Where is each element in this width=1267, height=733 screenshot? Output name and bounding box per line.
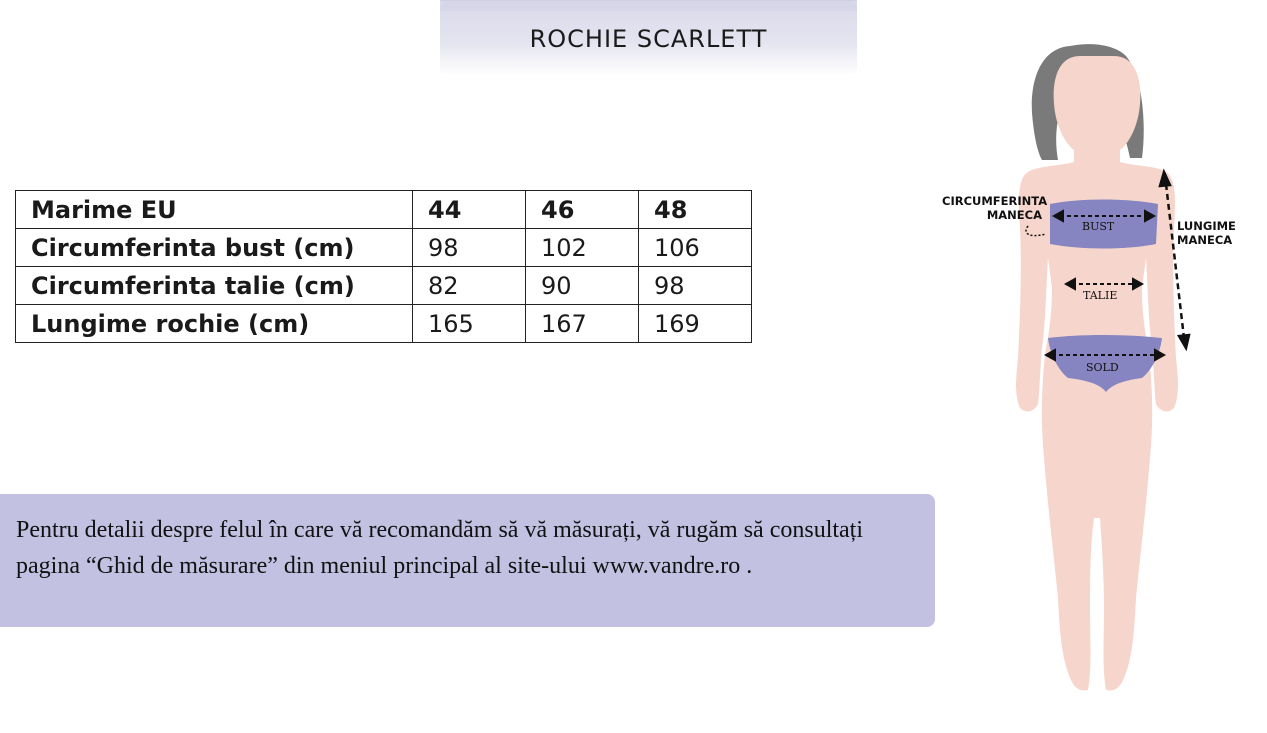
table-cell: 165 <box>413 305 526 343</box>
table-header-cell: 46 <box>526 191 639 229</box>
page-title: ROCHIE SCARLETT <box>529 25 768 53</box>
info-note-text: Pentru detalii despre felul în care vă recomandăm să vă măsurați, vă rugăm să consultați pagina “Ghid de măsurare” din meniul principal al site-ului www.vandre.ro . <box>16 517 864 579</box>
table-header-cell: Marime EU <box>16 191 413 229</box>
table-cell: 169 <box>639 305 752 343</box>
table-cell: 106 <box>639 229 752 267</box>
table-cell: 167 <box>526 305 639 343</box>
sleeve-circumference-label-line2: MANECA <box>986 208 1042 222</box>
hip-label: SOLD <box>1086 361 1119 374</box>
sleeve-length-label-line2: MANECA <box>1177 233 1233 247</box>
table-cell: 98 <box>639 267 752 305</box>
title-banner <box>440 0 857 76</box>
table-header-row <box>16 191 752 229</box>
table-cell: 82 <box>413 267 526 305</box>
sleeve-circumference-label-line1: CIRCUMFERINTA <box>942 194 1048 208</box>
table-row <box>16 229 752 267</box>
row-label: Circumferinta talie (cm) <box>16 267 413 305</box>
size-table <box>15 190 752 343</box>
body-measurement-figure <box>930 38 1260 728</box>
bust-label: BUST <box>1082 220 1115 233</box>
sleeve-circumference-label <box>942 194 1048 222</box>
info-note-box <box>0 494 935 627</box>
row-label: Circumferinta bust (cm) <box>16 229 413 267</box>
table-row <box>16 267 752 305</box>
waist-label: TALIE <box>1083 289 1118 302</box>
table-header-cell: 48 <box>639 191 752 229</box>
table-row <box>16 305 752 343</box>
table-cell: 102 <box>526 229 639 267</box>
table-header-cell: 44 <box>413 191 526 229</box>
body-silhouette-illustration <box>930 38 1260 728</box>
row-label: Lungime rochie (cm) <box>16 305 413 343</box>
sleeve-length-label-line1: LUNGIME <box>1177 219 1236 233</box>
table-cell: 90 <box>526 267 639 305</box>
table-cell: 98 <box>413 229 526 267</box>
sleeve-length-label <box>1177 219 1236 247</box>
